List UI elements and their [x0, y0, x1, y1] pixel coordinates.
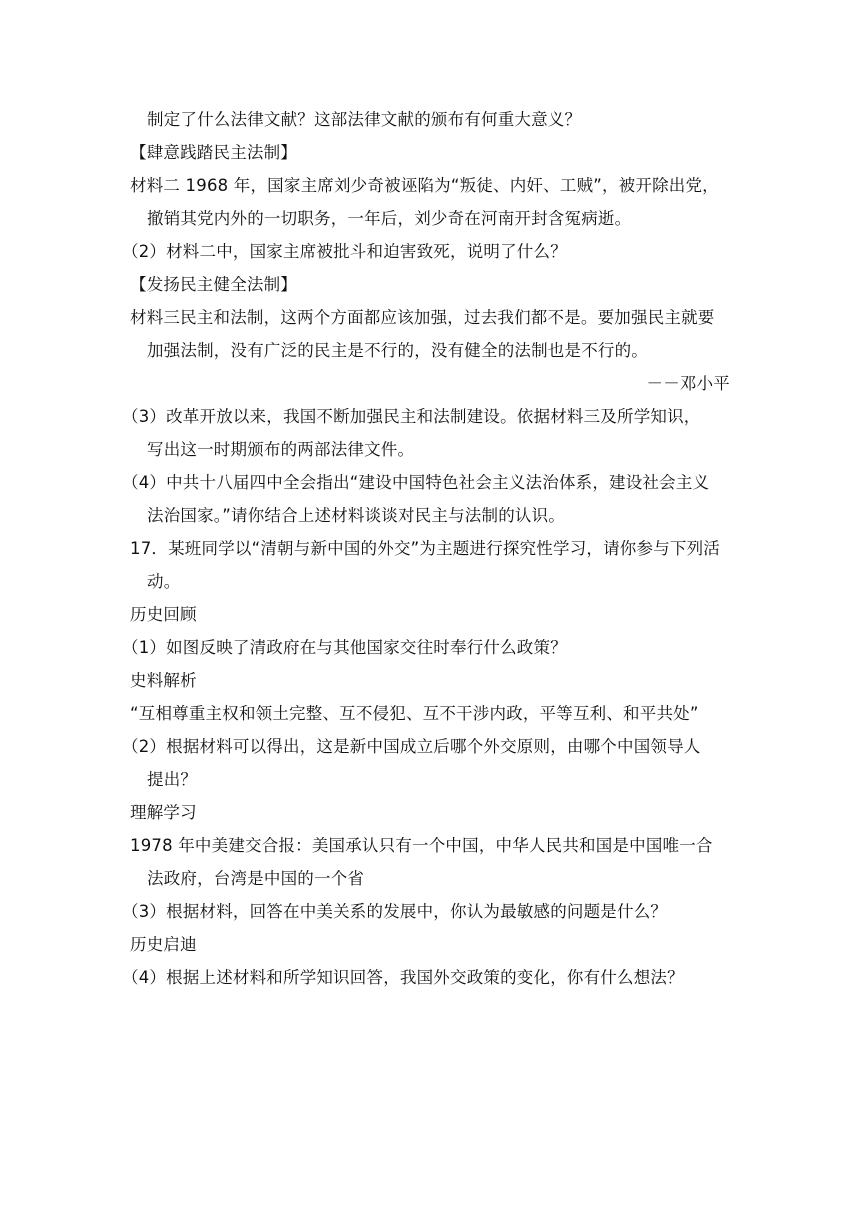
- communique-line-2: 法政府，台湾是中国的一个省: [147, 869, 365, 888]
- question-3-line-2: 写出这一时期颁布的两部法律文件。: [147, 440, 415, 459]
- section-heading-understanding: 理解学习: [130, 803, 197, 822]
- section-heading-trample-democracy: 【肆意践踏民主法制】: [130, 143, 297, 162]
- material-3-line-1: 材料三民主和法制，这两个方面都应该加强，过去我们都不是。要加强民主就要: [130, 308, 715, 327]
- question-4-line-2: 法治国家。”请你结合上述材料谈谈对民主与法制的认识。: [147, 506, 565, 525]
- question-1-continuation: 制定了什么法律文献？这部法律文献的颁布有何重大意义？: [147, 110, 582, 129]
- material-3-line-2: 加强法制，没有广泛的民主是不行的，没有健全的法制也是不行的。: [147, 341, 648, 360]
- question-2: （2）材料二中，国家主席被批斗和迫害致死，说明了什么？: [122, 242, 567, 261]
- section-heading-history-inspiration: 历史启迪: [130, 935, 197, 954]
- problem-17-question-4: （4）根据上述材料和所学知识回答，我国外交政策的变化，你有什么想法？: [122, 968, 684, 987]
- problem-17-question-2-line-1: （2）根据材料可以得出，这是新中国成立后哪个外交原则，由哪个中国领导人: [122, 737, 701, 756]
- source-quote-five-principles: “互相尊重主权和领土完整、互不侵犯、互不干涉内政，平等互利、和平共处”: [130, 704, 699, 723]
- communique-line-1: 1978 年中美建交合报：美国承认只有一个中国，中华人民共和国是中国唯一合: [130, 836, 713, 855]
- problem-17-line-1: 17．某班同学以“清朝与新中国的外交”为主题进行探究性学习，请你参与下列活: [130, 539, 720, 558]
- problem-17-question-3: （3）根据材料，回答在中美关系的发展中，你认为最敏感的问题是什么？: [122, 902, 668, 921]
- document-body: [122, 103, 732, 994]
- material-2-line-1: 材料二 1968 年，国家主席刘少奇被诬陷为“叛徒、内奸、工贼”，被开除出党，: [130, 176, 719, 195]
- problem-17-question-2-line-2: 提出？: [147, 770, 198, 789]
- section-heading-history-review: 历史回顾: [130, 605, 197, 624]
- material-3-attribution: －－邓小平: [646, 374, 730, 393]
- material-2-line-2: 撤销其党内外的一切职务，一年后，刘少奇在河南开封含冤病逝。: [147, 209, 632, 228]
- question-4-line-1: （4）中共十八届四中全会指出“建设中国特色社会主义法治体系，建设社会主义: [122, 473, 710, 492]
- section-heading-source-analysis: 史料解析: [130, 671, 197, 690]
- problem-17-line-2: 动。: [147, 572, 181, 591]
- question-3-line-1: （3）改革开放以来，我国不断加强民主和法制建设。依据材料三及所学知识，: [122, 407, 701, 426]
- problem-17-question-1: （1）如图反映了清政府在与其他国家交往时奉行什么政策？: [122, 638, 567, 657]
- section-heading-promote-democracy: 【发扬民主健全法制】: [130, 275, 297, 294]
